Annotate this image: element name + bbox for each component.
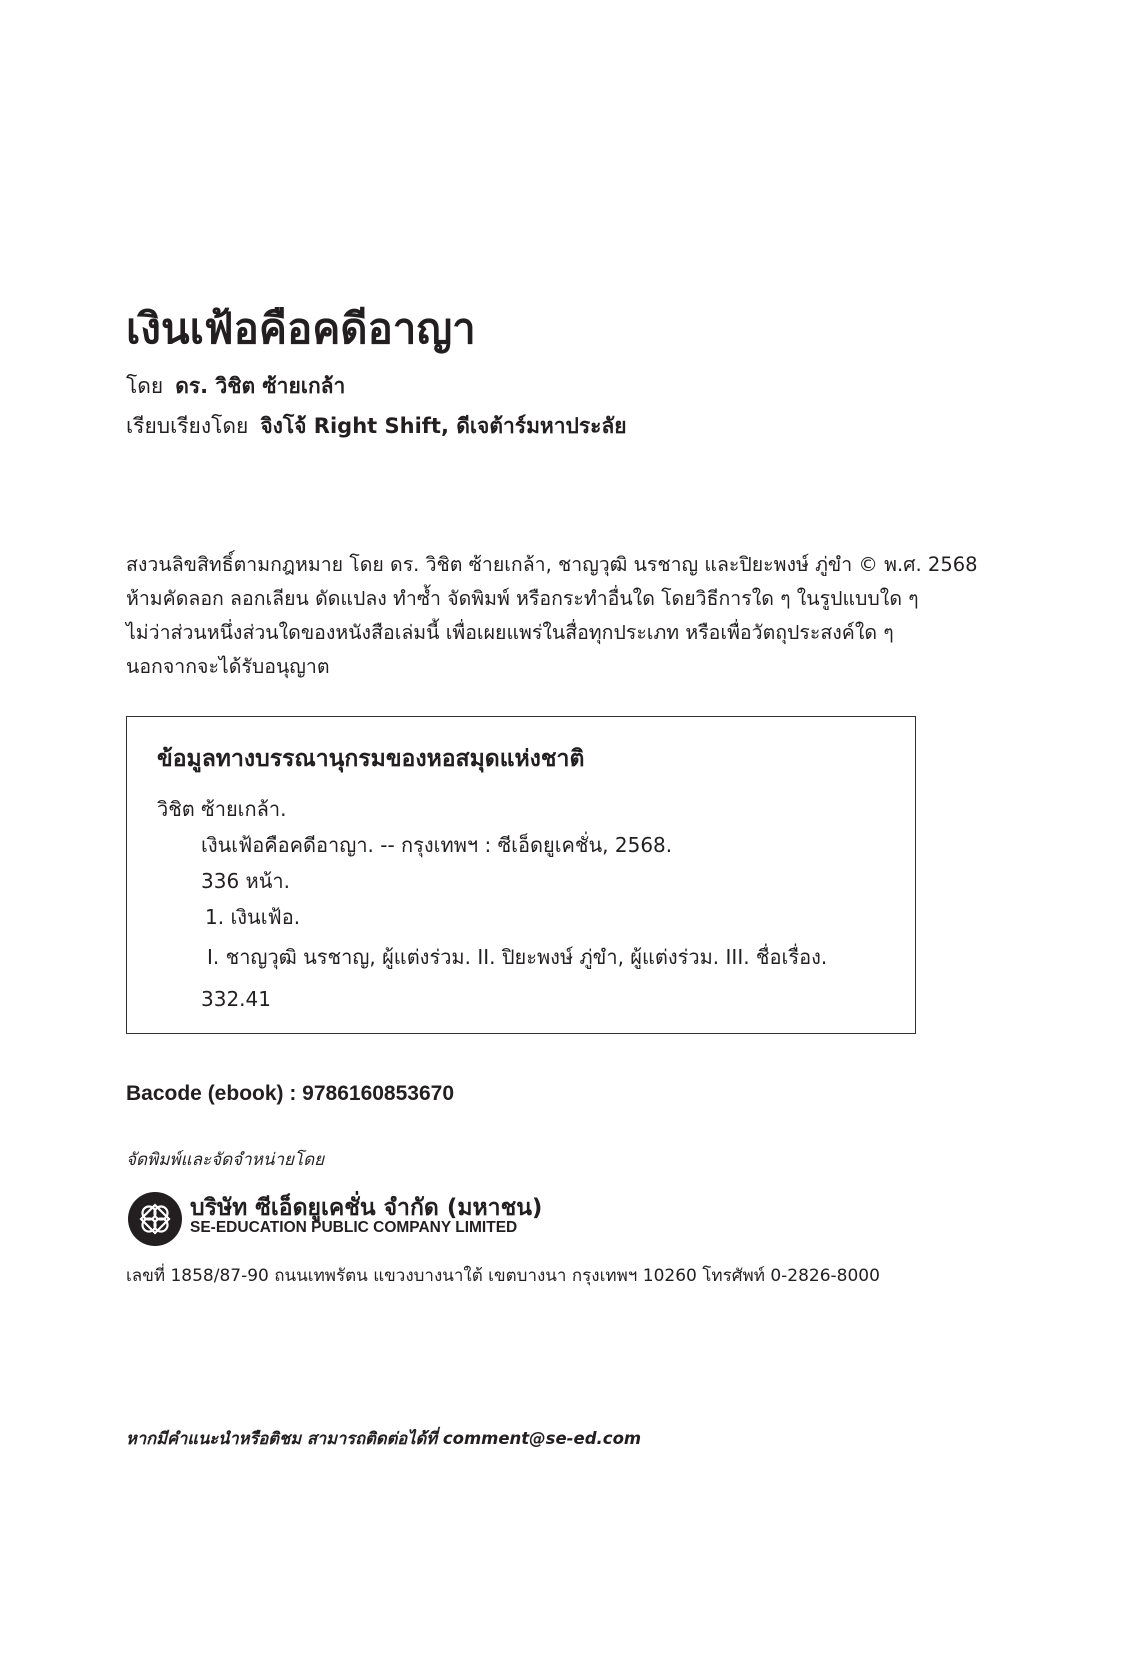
compiler-line xyxy=(126,410,627,443)
copyright-line: สงวนลิขสิทธิ์ตามกฎหมาย โดย ดร. วิชิต ซ้ายเกล้า, ชาญวุฒิ นรชาญ และปิยะพงษ์ ภู่ขำ © พ.ศ. 2568 xyxy=(126,553,978,576)
cip-added-entries: I. ชาญวุฒิ นรชาญ, ผู้แต่งร่วม. II. ปิยะพงษ์ ภู่ขำ, ผู้แต่งร่วม. III. ชื่อเรื่อง. xyxy=(207,945,828,969)
compiler-names: จิงโจ้ Right Shift, ดีเจต้าร์มหาประลัย xyxy=(260,414,627,438)
se-ed-logo-icon xyxy=(128,1192,182,1246)
cip-box xyxy=(126,716,916,1034)
publisher-name-english: SE-EDUCATION PUBLIC COMPANY LIMITED xyxy=(190,1219,518,1236)
copyright-notice xyxy=(126,548,978,684)
author-name: ดร. วิชิต ซ้ายเกล้า xyxy=(175,374,346,398)
cip-title-entry: เงินเฟ้อคือคดีอาญา. -- กรุงเทพฯ : ซีเอ็ดยูเคชั่น, 2568. xyxy=(201,833,673,857)
copyright-line: ห้ามคัดลอก ลอกเลียน ดัดแปลง ทำซ้ำ จัดพิมพ์ หรือกระทำอื่นใด โดยวิธีการใด ๆ ในรูปแบบใด ๆ xyxy=(126,587,919,610)
author-prefix: โดย xyxy=(126,374,164,398)
cip-subject: 1. เงินเฟ้อ. xyxy=(205,905,301,929)
cip-author-entry: วิชิต ซ้ายเกล้า. xyxy=(157,797,287,821)
compiler-prefix: เรียบเรียงโดย xyxy=(126,414,249,438)
copyright-line: นอกจากจะได้รับอนุญาต xyxy=(126,655,330,678)
cip-heading: ข้อมูลทางบรรณานุกรมของหอสมุดแห่งชาติ xyxy=(157,746,585,772)
contact-note: หากมีคำแนะนำหรือติชม สามารถติดต่อได้ที่ comment@se-ed.com xyxy=(126,1429,642,1448)
book-title: เงินเฟ้อคือคดีอาญา xyxy=(126,304,476,353)
publisher-name-thai: บริษัท ซีเอ็ดยูเคชั่น จำกัด (มหาชน) xyxy=(190,1195,543,1221)
barcode-text: Bacode (ebook) : 9786160853670 xyxy=(126,1082,455,1105)
author-line xyxy=(126,370,345,403)
distribution-label: จัดพิมพ์และจัดจำหน่ายโดย xyxy=(126,1150,325,1170)
cip-pages: 336 หน้า. xyxy=(201,869,290,893)
copyright-line: ไม่ว่าส่วนหนึ่งส่วนใดของหนังสือเล่มนี้ เพื่อเผยแพร่ในสื่อทุกประเภท หรือเพื่อวัตถุประสงค์ใด ๆ xyxy=(126,621,894,644)
logo-mark xyxy=(128,1192,182,1246)
publisher-address: เลขที่ 1858/87-90 ถนนเทพรัตน แขวงบางนาใต้ เขตบางนา กรุงเทพฯ 10260 โทรศัพท์ 0-2826-8000 xyxy=(126,1266,880,1286)
cip-class-number: 332.41 xyxy=(201,987,271,1011)
